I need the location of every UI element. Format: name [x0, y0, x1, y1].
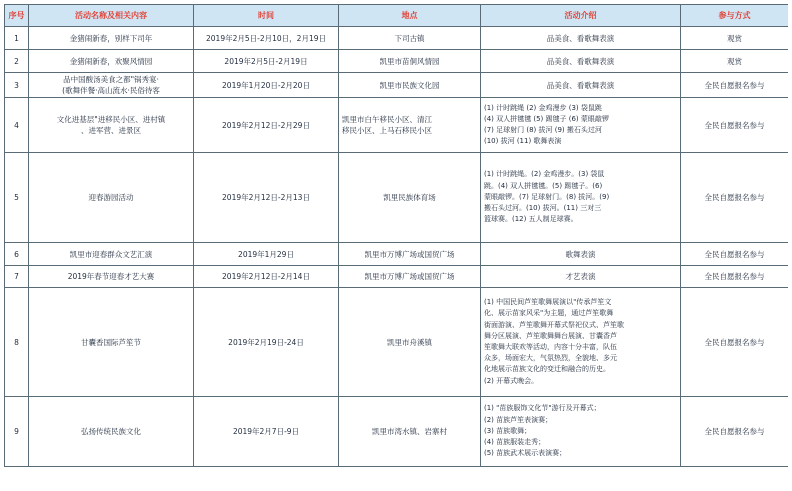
table-row	[5, 266, 789, 288]
col-header-join: 参与方式	[681, 5, 789, 27]
cell-join: 全民自愿报名参与	[681, 98, 789, 153]
cell-place: 凯里市万博广场或国贸广场	[339, 266, 481, 288]
col-header-desc: 活动介绍	[481, 5, 681, 27]
cell-time: 2019年2月12日-2月14日	[194, 266, 339, 288]
cell-no: 7	[5, 266, 29, 288]
table-body	[5, 27, 789, 467]
cell-time: 2019年1月20日-2月20日	[194, 73, 339, 98]
cell-place: 凯里市万博广场或国贸广场	[339, 243, 481, 266]
desc-line: 品美食、看歌舞表演	[546, 56, 615, 66]
cell-desc	[481, 153, 681, 243]
cell-place: 凯里市白午移民小区、清江 移民小区、上马石移民小区	[339, 98, 481, 153]
cell-name: 凯里市迎春群众文艺汇演	[29, 243, 194, 266]
col-header-name: 活动名称及相关内容	[29, 5, 194, 27]
cell-time: 2019年2月5日-2月19日	[194, 50, 339, 73]
cell-no: 3	[5, 73, 29, 98]
table-row	[5, 397, 789, 467]
cell-join: 全民自愿报名参与	[681, 266, 789, 288]
cell-no: 5	[5, 153, 29, 243]
cell-desc	[481, 288, 681, 397]
table-row	[5, 50, 789, 73]
cell-time: 2019年2月12日-2月29日	[194, 98, 339, 153]
desc-line: (2) 苗族芦笙表演赛；	[484, 415, 553, 424]
desc-line: (1) 计时跳绳。(2) 金鸡漫步。(3) 袋鼠	[484, 170, 605, 179]
cell-place: 凯里市苗侗风情园	[339, 50, 481, 73]
desc-line: 众多，场面宏大，气氛热烈，全貌地、多元	[484, 354, 617, 363]
cell-no: 9	[5, 397, 29, 467]
desc-line: 蒙眼敲锣。(7) 足球射门。(8) 拔河。(9)	[484, 192, 610, 201]
cell-time: 2019年2月12日-2月13日	[194, 153, 339, 243]
cell-time: 2019年2月5日-2月10日，2月19日	[194, 27, 339, 50]
cell-join: 全民自愿报名参与	[681, 73, 789, 98]
cell-desc	[481, 98, 681, 153]
cell-desc	[481, 50, 681, 73]
cell-name: 文化进基层"进移民小区、进村镇 、进军营、进景区	[29, 98, 194, 153]
desc-line: 搬石头过河。(10) 拔河。(11) 三对三	[484, 204, 602, 213]
cell-desc	[481, 73, 681, 98]
cell-desc	[481, 397, 681, 467]
cell-no: 1	[5, 27, 29, 50]
activity-table	[4, 4, 788, 467]
desc-line: 跳。(4) 双人拼毽毽。(5) 踢毽子。(6)	[484, 181, 603, 190]
table-row	[5, 288, 789, 397]
desc-line: 品美食、看歌舞表演	[546, 80, 615, 90]
cell-place: 凯里市民族文化园	[339, 73, 481, 98]
desc-line: 才艺表演	[565, 272, 596, 281]
desc-line: 品美食、看歌舞表演	[546, 33, 615, 43]
table-row	[5, 243, 789, 266]
desc-line: 笙歌舞大联欢等活动，内容十分丰富，队伍	[484, 343, 617, 351]
cell-desc	[481, 27, 681, 50]
desc-line: 舞分区展演、芦笙歌舞舞台展演、甘囊香芦	[484, 331, 617, 340]
desc-line: (4) 双人拼毽毽 (5) 踢毽子 (6) 蒙眼敲锣	[484, 114, 609, 123]
cell-place: 凯里市湾水镇、岩寨村	[339, 397, 481, 467]
cell-join: 观赏	[681, 50, 789, 73]
cell-no: 6	[5, 243, 29, 266]
desc-line: (7) 足球射门 (8) 拔河 (9) 搬石头过河	[484, 126, 602, 134]
desc-line: 化、展示苗家风采"为主题，通过芦笙歌舞	[484, 309, 614, 318]
cell-desc	[481, 266, 681, 288]
cell-join: 观赏	[681, 27, 789, 50]
cell-join: 全民自愿报名参与	[681, 397, 789, 467]
cell-join: 全民自愿报名参与	[681, 243, 789, 266]
desc-line: 街面游演、芦笙歌舞开幕式祭祀仪式、芦笙歌	[484, 320, 624, 329]
cell-name: 2019年春节迎春才艺大赛	[29, 266, 194, 288]
cell-join: 全民自愿报名参与	[681, 288, 789, 397]
header-row	[5, 5, 789, 27]
desc-line: (1) 计时跳绳 (2) 金鸡漫步 (3) 袋鼠跳	[484, 103, 602, 112]
desc-line: 歌舞表演	[565, 249, 596, 259]
cell-no: 8	[5, 288, 29, 397]
col-header-place: 地点	[339, 5, 481, 27]
cell-place: 凯里民族体育场	[339, 153, 481, 243]
cell-name: 品中国酸汤美食之都"锅秀宴· (歌舞伴餐·高山流水·民俗待客	[29, 73, 194, 98]
desc-line: (1) 中国民间芦笙歌舞展演以"传承芦笙文	[484, 298, 612, 307]
desc-line: (10) 拔河 (11) 歌舞表演	[484, 137, 562, 146]
cell-no: 2	[5, 50, 29, 73]
cell-place: 下司古镇	[339, 27, 481, 50]
desc-line: 化地展示苗族文化的变迁和融合的历史。	[484, 365, 610, 374]
desc-line: (1) "苗族服饰文化节"游行及开幕式；	[484, 404, 601, 413]
cell-time: 2019年2月7日-9日	[194, 397, 339, 467]
col-header-no: 序号	[5, 5, 29, 27]
cell-desc	[481, 243, 681, 266]
desc-line: (5) 苗族武术展示表演赛；	[484, 449, 567, 458]
table-row	[5, 73, 789, 98]
desc-line: (4) 苗族服装走秀；	[484, 438, 546, 447]
cell-name: 甘囊香国际芦笙节	[29, 288, 194, 397]
table-row	[5, 153, 789, 243]
schedule-sheet	[4, 4, 788, 491]
cell-place: 凯里市舟溪镇	[339, 288, 481, 397]
desc-line: (2) 开幕式晚会。	[484, 376, 539, 385]
cell-name: 金猪闹新春，欢聚风情园	[29, 50, 194, 73]
col-header-time: 时间	[194, 5, 339, 27]
table-row	[5, 27, 789, 50]
cell-no: 4	[5, 98, 29, 153]
cell-time: 2019年1月29日	[194, 243, 339, 266]
table-row	[5, 98, 789, 153]
desc-line: (3) 苗族歌舞；	[484, 426, 532, 435]
cell-join: 全民自愿报名参与	[681, 153, 789, 243]
cell-name: 金猪闹新春，别样下司年	[29, 27, 194, 50]
desc-line: 篮球赛。(12) 五人制足球赛。	[484, 215, 578, 224]
cell-name: 迎春游园活动	[29, 153, 194, 243]
cell-time: 2019年2月19日-24日	[194, 288, 339, 397]
cell-name: 弘扬传统民族文化	[29, 397, 194, 467]
